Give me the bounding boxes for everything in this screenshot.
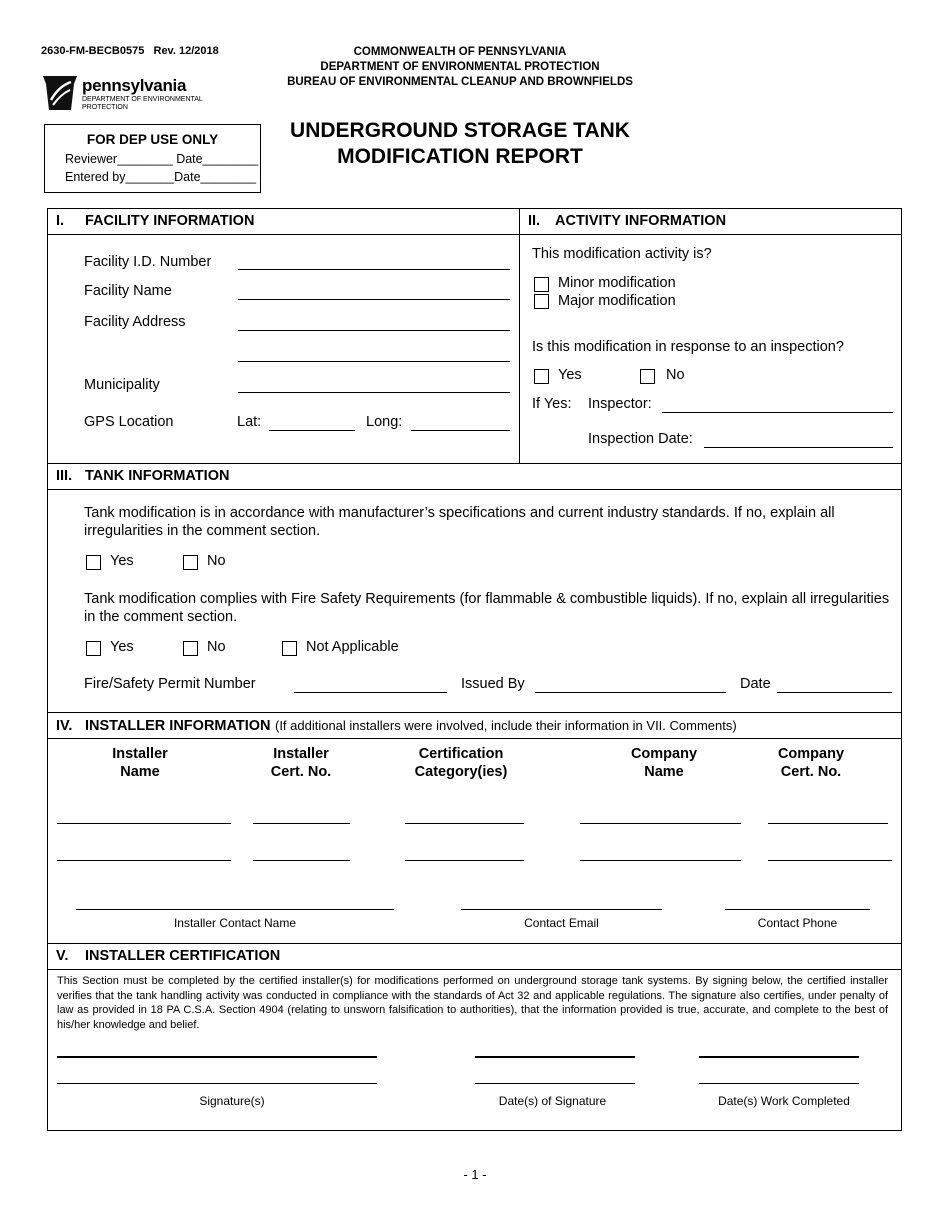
date-of-signature-field-2[interactable] — [475, 1083, 635, 1084]
signatures-caption: Signature(s) — [199, 1094, 265, 1108]
certification-category-field[interactable] — [405, 860, 524, 861]
divider — [48, 489, 901, 490]
q2-yes-checkbox[interactable] — [86, 641, 101, 656]
inspection-question: Is this modification in response to an inspection? — [532, 339, 844, 355]
divider — [48, 943, 901, 944]
major-modification-label: Major modification — [558, 293, 676, 309]
column-label-line-2: Name — [644, 764, 684, 780]
title-line-1: UNDERGROUND STORAGE TANK — [290, 119, 630, 142]
agency-line-3: BUREAU OF ENVIRONMENTAL CLEANUP AND BROWNFIELDS — [287, 76, 633, 88]
certification-statement: This Section must be completed by the certified installer(s) for modifications performed on underground storage tank systems. By signing below, the certified installer verifies that the tank handling activity was conducted in compliance with the standards of Act 32 and applicable regulations. The signature also certifies, under penalty of law as provided in 18 PA C.S.A. Section 4904 (relating to unsworn falsification to authorities), that the information provided is true, accurate, and complete to the best of his/her knowledge and belief. — [57, 975, 888, 1031]
column-installer-name — [80, 745, 200, 781]
contact-phone-field[interactable] — [725, 909, 870, 910]
minor-modification-label: Minor modification — [558, 275, 676, 291]
installer-name-field[interactable] — [57, 860, 231, 861]
q2-yes-label: Yes — [110, 639, 134, 655]
date-work-completed-caption: Date(s) Work Completed — [718, 1094, 850, 1108]
logo-name: pennsylvania — [82, 76, 187, 95]
logo-subtitle — [82, 96, 203, 111]
agency-line-2: DEPARTMENT OF ENVIRONMENTAL PROTECTION — [320, 61, 600, 73]
permit-date-label: Date — [740, 676, 771, 692]
section-4-title: INSTALLER INFORMATION — [85, 718, 271, 734]
contact-email-caption: Contact Email — [524, 916, 599, 930]
issued-by-label: Issued By — [461, 676, 525, 692]
installer-name-field[interactable] — [57, 823, 231, 824]
issued-by-field[interactable] — [535, 692, 726, 693]
q1-yes-label: Yes — [110, 553, 134, 569]
company-name-field[interactable] — [580, 823, 741, 824]
if-yes-label: If Yes: — [532, 396, 572, 412]
date-of-signature-caption: Date(s) of Signature — [498, 1094, 607, 1108]
facility-id-label: Facility I.D. Number — [84, 254, 212, 270]
agency-line-1: COMMONWEALTH OF PENNSYLVANIA — [353, 46, 567, 58]
signature-field-2[interactable] — [57, 1083, 377, 1084]
agency-header — [270, 45, 650, 90]
permit-number-field[interactable] — [294, 692, 447, 693]
dep-entered-line: Entered by_______Date________ — [65, 170, 257, 184]
column-label-line-2: Cert. No. — [780, 764, 842, 780]
title-line-2: MODIFICATION REPORT — [337, 145, 583, 168]
column-label-line-2: Cert. No. — [270, 764, 332, 780]
section-5-header — [56, 948, 281, 964]
tank-question-2: Tank modification complies with Fire Safety Requirements (for flammable & combustible liquids). If no, explain all irregularities in the comment section. — [84, 591, 890, 625]
date-of-signature-field-1[interactable] — [475, 1056, 635, 1058]
divider — [519, 209, 520, 463]
contact-email-field[interactable] — [461, 909, 662, 910]
permit-number-label: Fire/Safety Permit Number — [84, 676, 256, 692]
date-work-completed-field-2[interactable] — [699, 1083, 859, 1084]
section-3-header — [56, 468, 230, 484]
divider — [48, 969, 901, 970]
section-2-header — [528, 213, 727, 229]
section-4-header — [56, 717, 737, 735]
inspection-date-field[interactable] — [704, 447, 893, 448]
facility-name-label: Facility Name — [84, 283, 172, 299]
divider — [48, 738, 901, 739]
contact-name-caption: Installer Contact Name — [173, 916, 297, 930]
permit-date-field[interactable] — [777, 692, 892, 693]
page-number: - 1 - — [463, 1167, 487, 1182]
column-label-line-1: Installer — [273, 746, 329, 762]
section-5-number: V. — [56, 948, 69, 964]
installer-cert-field[interactable] — [253, 860, 350, 861]
inspection-no-label: No — [666, 367, 685, 383]
certification-category-field[interactable] — [405, 823, 524, 824]
dep-reviewer-line: Reviewer________ Date________ — [65, 152, 259, 166]
company-name-field[interactable] — [580, 860, 741, 861]
page-title — [260, 118, 660, 170]
column-certification-category — [391, 745, 531, 781]
section-5-title: INSTALLER CERTIFICATION — [85, 948, 281, 964]
section-2-number: II. — [528, 213, 541, 229]
long-label: Long: — [366, 414, 403, 430]
section-1-title: FACILITY INFORMATION — [85, 213, 255, 229]
contact-phone-caption: Contact Phone — [757, 916, 838, 930]
section-3-number: III. — [56, 468, 73, 484]
inspection-yes-label: Yes — [558, 367, 582, 383]
q1-no-checkbox[interactable] — [183, 555, 198, 570]
column-installer-cert — [241, 745, 361, 781]
facility-address-field-2[interactable] — [238, 361, 510, 362]
q2-no-label: No — [207, 639, 226, 655]
divider — [48, 463, 901, 464]
signature-field-1[interactable] — [57, 1056, 377, 1058]
facility-name-field[interactable] — [238, 299, 510, 300]
q2-no-checkbox[interactable] — [183, 641, 198, 656]
section-3-title: TANK INFORMATION — [85, 468, 230, 484]
facility-id-field[interactable] — [238, 269, 510, 270]
divider — [48, 234, 901, 235]
minor-modification-checkbox[interactable] — [534, 277, 549, 292]
tank-question-1: Tank modification is in accordance with manufacturer’s specifications and current industry standards. If no, explain all irregularities in the comment section. — [84, 505, 835, 539]
gps-label: GPS Location — [84, 414, 174, 430]
logo-sub-line-1: DEPARTMENT OF ENVIRONMENTAL — [82, 96, 203, 103]
logo-sub-line-2: PROTECTION — [82, 103, 128, 111]
activity-question: This modification activity is? — [532, 246, 712, 262]
divider — [48, 712, 901, 713]
column-label-line-1: Certification — [418, 746, 504, 762]
section-4-note: (If additional installers were involved, include their information in VII. Comments) — [274, 718, 737, 733]
municipality-field[interactable] — [238, 392, 510, 393]
section-1-header — [56, 213, 255, 229]
inspector-field[interactable] — [662, 412, 893, 413]
column-label-line-1: Installer — [112, 746, 168, 762]
inspection-no-checkbox[interactable] — [640, 369, 655, 384]
dep-use-box — [44, 124, 261, 193]
form-revision: Rev. 12/2018 — [153, 45, 219, 57]
major-modification-checkbox[interactable] — [534, 294, 549, 309]
lat-label: Lat: — [237, 414, 262, 430]
q2-na-checkbox[interactable] — [282, 641, 297, 656]
column-label-line-1: Company — [630, 746, 698, 762]
date-work-completed-field-1[interactable] — [699, 1056, 859, 1058]
keystone-logo-icon — [41, 74, 79, 112]
lat-field[interactable] — [269, 430, 355, 431]
section-4-number: IV. — [56, 718, 73, 734]
column-company-name — [604, 745, 724, 781]
column-label-line-2: Name — [120, 764, 160, 780]
column-label-line-1: Company — [777, 746, 845, 762]
form-id — [41, 45, 219, 57]
municipality-label: Municipality — [84, 377, 160, 393]
installer-cert-field[interactable] — [253, 823, 350, 824]
company-cert-field[interactable] — [768, 823, 888, 824]
q1-no-label: No — [207, 553, 226, 569]
q1-yes-checkbox[interactable] — [86, 555, 101, 570]
section-1-number: I. — [56, 213, 65, 229]
dep-use-title: FOR DEP USE ONLY — [86, 132, 219, 147]
company-cert-field[interactable] — [768, 860, 892, 861]
column-label-line-2: Category(ies) — [414, 764, 508, 780]
column-company-cert — [751, 745, 871, 781]
contact-name-field[interactable] — [76, 909, 394, 910]
long-field[interactable] — [411, 430, 510, 431]
facility-address-label: Facility Address — [84, 314, 186, 330]
inspection-date-label: Inspection Date: — [588, 431, 693, 447]
inspection-yes-checkbox[interactable] — [534, 369, 549, 384]
q2-na-label: Not Applicable — [306, 639, 399, 655]
inspector-label: Inspector: — [588, 396, 652, 412]
facility-address-field-1[interactable] — [238, 330, 510, 331]
section-2-title: ACTIVITY INFORMATION — [555, 213, 727, 229]
form-number: 2630-FM-BECB0575 — [41, 45, 145, 57]
form-frame — [47, 208, 902, 1131]
